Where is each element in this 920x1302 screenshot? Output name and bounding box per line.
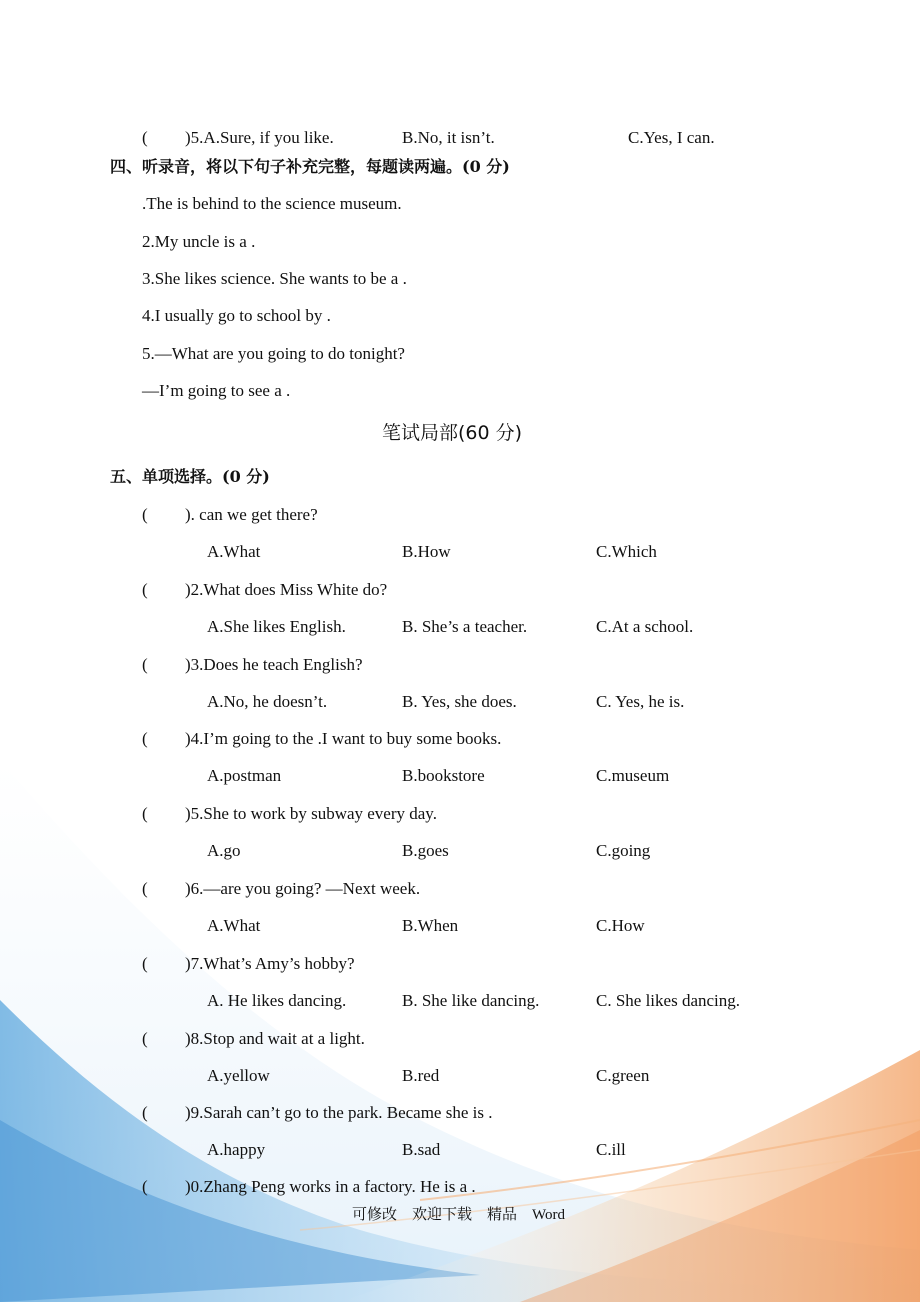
part-title: 笔试局部(60 分) — [382, 422, 523, 444]
option-c: C.going — [596, 841, 651, 860]
option-c: C.At a school. — [596, 617, 694, 636]
option-a: A.yellow — [207, 1066, 270, 1085]
fill-line-6: —I’m going to see a . — [142, 381, 291, 400]
question-stem: )4.I’m going to the .I want to buy some books. — [185, 729, 502, 748]
option-b: B.bookstore — [402, 766, 485, 785]
question-stem: ). can we get there? — [185, 505, 318, 524]
option-a: A.What — [207, 542, 261, 561]
option-b: B.How — [402, 542, 451, 561]
question-stem: )6.—are you going? —Next week. — [185, 879, 421, 898]
option-a: A.postman — [207, 766, 282, 785]
option-b: B. She’s a teacher. — [402, 617, 528, 636]
option-c: C.green — [596, 1066, 650, 1085]
question-stem: )9.Sarah can’t go to the park. Became she is . — [185, 1103, 493, 1122]
option-a: A.happy — [207, 1140, 266, 1159]
option-b: B.red — [402, 1066, 440, 1085]
answer-bracket[interactable]: ( — [142, 128, 148, 147]
question-stem: )3.Does he teach English? — [185, 655, 363, 674]
fill-line-4: 4.I usually go to school by . — [142, 306, 331, 325]
footer-text: 可修改 欢迎下载 精品 Word — [352, 1207, 565, 1223]
option-b: B.sad — [402, 1140, 441, 1159]
question-stem: )0.Zhang Peng works in a factory. He is a . — [185, 1177, 476, 1196]
question-stem: )2.What does Miss White do? — [185, 580, 388, 599]
answer-bracket[interactable]: ( — [142, 804, 148, 823]
option-a: A. He likes dancing. — [207, 991, 347, 1010]
option-c: C.museum — [596, 766, 670, 785]
option-c: C.Which — [596, 542, 657, 561]
question-stem: )5.She to work by subway every day. — [185, 804, 437, 823]
answer-bracket[interactable]: ( — [142, 954, 148, 973]
option-b: B. She like dancing. — [402, 991, 540, 1010]
option-b: B. Yes, she does. — [402, 692, 517, 711]
answer-bracket[interactable]: ( — [142, 1029, 148, 1048]
fill-line-5: 5.—What are you going to do tonight? — [142, 344, 405, 363]
option-c: C.How — [596, 916, 645, 935]
option-a: A.No, he doesn’t. — [207, 692, 328, 711]
option-c: C.ill — [596, 1140, 626, 1159]
option-a: A.go — [207, 841, 241, 860]
question-stem: )8.Stop and wait at a light. — [185, 1029, 365, 1048]
answer-bracket[interactable]: ( — [142, 879, 148, 898]
option-b: B.When — [402, 916, 459, 935]
option-c: C. Yes, he is. — [596, 692, 685, 711]
answer-bracket[interactable]: ( — [142, 655, 148, 674]
answer-bracket[interactable]: ( — [142, 580, 148, 599]
option-c: C. She likes dancing. — [596, 991, 741, 1010]
question-stem: )5.A.Sure, if you like. — [185, 128, 334, 147]
question-stem: )7.What’s Amy’s hobby? — [185, 954, 355, 973]
section-5-heading: 五、单项选择。(0 分) — [110, 467, 270, 486]
answer-bracket[interactable]: ( — [142, 729, 148, 748]
answer-bracket[interactable]: ( — [142, 505, 148, 524]
answer-bracket[interactable]: ( — [142, 1103, 148, 1122]
section-4-heading: 四、听录音，将以下句子补充完整，每题读两遍。(0 分) — [110, 157, 510, 176]
fill-line-2: 2.My uncle is a . — [142, 232, 256, 251]
option-b: B.No, it isn’t. — [402, 128, 495, 147]
option-c: C.Yes, I can. — [628, 128, 715, 147]
fill-line-3: 3.She likes science. She wants to be a . — [142, 269, 407, 288]
answer-bracket[interactable]: ( — [142, 1177, 148, 1196]
option-a: A.What — [207, 916, 261, 935]
option-b: B.goes — [402, 841, 449, 860]
fill-line-1: .The is behind to the science museum. — [142, 194, 402, 213]
option-a: A.She likes English. — [207, 617, 346, 636]
